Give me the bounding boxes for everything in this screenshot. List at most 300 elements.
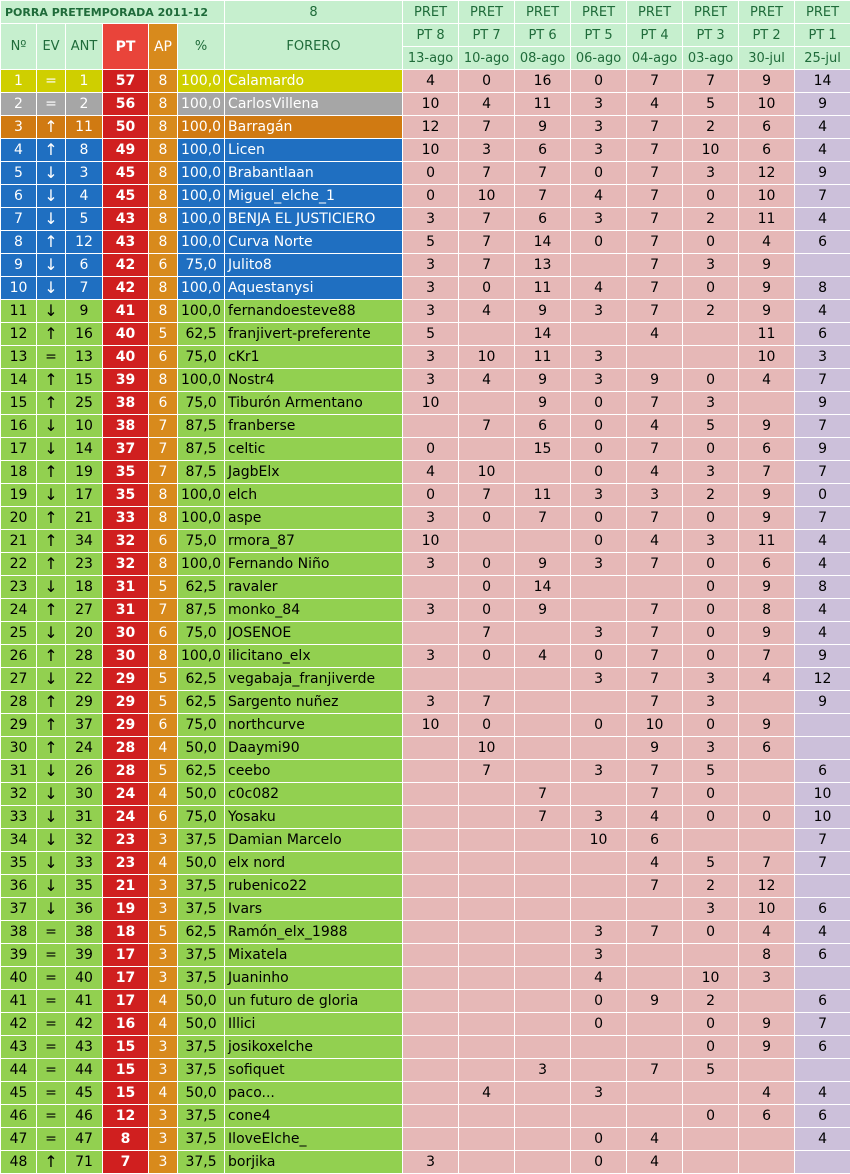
arrow-down-icon: ↓	[44, 807, 57, 826]
score-cell: 3	[403, 691, 459, 714]
score-cell: 0	[683, 576, 739, 599]
predictions-cell: 8	[149, 645, 178, 668]
score-cell: 7	[627, 277, 683, 300]
percent-cell: 100,0	[178, 185, 225, 208]
score-cell: 4	[571, 185, 627, 208]
score-cell: 9	[795, 645, 850, 668]
table-row	[1, 691, 850, 714]
score-cell: 9	[739, 1013, 795, 1036]
score-cell: 7	[459, 415, 515, 438]
forero-name: Yosaku	[225, 806, 403, 829]
score-cell: 0	[459, 553, 515, 576]
score-cell: 4	[627, 415, 683, 438]
arrow-up-icon: ↑	[44, 370, 57, 389]
previous-rank-cell: 41	[66, 990, 103, 1013]
rank-cell: 13	[1, 346, 37, 369]
predictions-cell: 3	[149, 1151, 178, 1174]
score-cell: 3	[403, 645, 459, 668]
score-cell: 4	[795, 530, 850, 553]
score-cell	[515, 668, 571, 691]
ev-cell	[37, 300, 66, 323]
table-row	[1, 1128, 850, 1151]
score-cell: 7	[459, 116, 515, 139]
forero-name: cKr1	[225, 346, 403, 369]
percent-cell: 100,0	[178, 208, 225, 231]
rank-cell: 9	[1, 254, 37, 277]
game-header: PT 6	[515, 24, 571, 47]
forero-name: CarlosVillena	[225, 93, 403, 116]
score-cell	[403, 921, 459, 944]
score-cell	[459, 967, 515, 990]
predictions-cell: 8	[149, 553, 178, 576]
previous-rank-cell: 11	[66, 116, 103, 139]
table-row	[1, 990, 850, 1013]
score-cell: 4	[795, 921, 850, 944]
score-cell: 6	[795, 898, 850, 921]
arrow-down-icon: ↓	[44, 186, 57, 205]
score-cell	[739, 1128, 795, 1151]
score-cell	[627, 1036, 683, 1059]
points-cell: 18	[103, 921, 149, 944]
score-cell: 9	[515, 116, 571, 139]
previous-rank-cell: 10	[66, 415, 103, 438]
percent-cell: 87,5	[178, 599, 225, 622]
score-cell	[459, 1059, 515, 1082]
arrow-down-icon: ↓	[44, 439, 57, 458]
score-cell	[571, 1036, 627, 1059]
predictions-cell: 8	[149, 70, 178, 93]
score-cell: 4	[627, 1128, 683, 1151]
score-cell	[515, 921, 571, 944]
score-cell: 9	[739, 300, 795, 323]
score-cell: 4	[459, 93, 515, 116]
ev-cell	[37, 737, 66, 760]
score-cell: 7	[795, 369, 850, 392]
score-cell: 0	[571, 714, 627, 737]
arrow-up-icon: ↑	[44, 462, 57, 481]
score-cell: 4	[459, 1082, 515, 1105]
rank-cell: 17	[1, 438, 37, 461]
score-cell: 7	[459, 162, 515, 185]
percent-cell: 37,5	[178, 898, 225, 921]
score-cell: 7	[627, 553, 683, 576]
ev-cell: =	[37, 1059, 66, 1082]
score-cell: 7	[627, 139, 683, 162]
rank-cell: 11	[1, 300, 37, 323]
game-date: 06-ago	[571, 47, 627, 70]
percent-cell: 100,0	[178, 484, 225, 507]
score-cell: 0	[459, 507, 515, 530]
points-cell: 21	[103, 875, 149, 898]
score-cell: 6	[795, 990, 850, 1013]
score-cell	[459, 990, 515, 1013]
score-cell: 5	[683, 760, 739, 783]
score-cell: 7	[459, 484, 515, 507]
rank-cell: 8	[1, 231, 37, 254]
table-row	[1, 254, 850, 277]
score-cell	[627, 346, 683, 369]
score-cell	[403, 1082, 459, 1105]
table-row	[1, 530, 850, 553]
score-cell: 0	[683, 783, 739, 806]
header-row-pt	[1, 24, 850, 47]
forero-name: Mixatela	[225, 944, 403, 967]
predictions-cell: 3	[149, 1128, 178, 1151]
pret-label: PRET	[739, 1, 795, 24]
arrow-up-icon: ↑	[44, 531, 57, 550]
score-cell	[571, 1059, 627, 1082]
rank-cell: 6	[1, 185, 37, 208]
score-cell: 5	[403, 231, 459, 254]
table-row	[1, 1013, 850, 1036]
score-cell: 9	[515, 300, 571, 323]
percent-cell: 100,0	[178, 162, 225, 185]
score-cell	[459, 829, 515, 852]
score-cell: 4	[627, 461, 683, 484]
table-row	[1, 369, 850, 392]
points-cell: 38	[103, 415, 149, 438]
score-cell: 7	[739, 852, 795, 875]
game-header: PT 7	[459, 24, 515, 47]
arrow-down-icon: ↓	[44, 278, 57, 297]
score-cell: 7	[627, 438, 683, 461]
rank-cell: 28	[1, 691, 37, 714]
score-cell	[459, 806, 515, 829]
header-row-top	[1, 1, 850, 24]
score-cell: 7	[795, 1013, 850, 1036]
score-cell: 4	[403, 70, 459, 93]
score-cell	[403, 990, 459, 1013]
percent-cell: 75,0	[178, 530, 225, 553]
score-cell: 7	[627, 599, 683, 622]
score-cell: 0	[683, 507, 739, 530]
score-cell: 10	[403, 139, 459, 162]
score-cell: 4	[795, 139, 850, 162]
ev-cell	[37, 622, 66, 645]
points-cell: 40	[103, 346, 149, 369]
ev-cell	[37, 116, 66, 139]
ev-cell	[37, 484, 66, 507]
points-cell: 31	[103, 576, 149, 599]
predictions-cell: 8	[149, 231, 178, 254]
rank-cell: 26	[1, 645, 37, 668]
table-row	[1, 93, 850, 116]
score-cell: 7	[627, 208, 683, 231]
score-cell	[627, 898, 683, 921]
predictions-cell: 8	[149, 185, 178, 208]
score-cell	[403, 898, 459, 921]
arrow-down-icon: ↓	[44, 577, 57, 596]
points-cell: 23	[103, 829, 149, 852]
table-row	[1, 323, 850, 346]
percent-cell: 37,5	[178, 967, 225, 990]
rank-cell: 27	[1, 668, 37, 691]
forero-name: IloveElche_	[225, 1128, 403, 1151]
score-cell: 3	[403, 507, 459, 530]
percent-cell: 62,5	[178, 668, 225, 691]
arrow-up-icon: ↑	[44, 715, 57, 734]
game-header: PT 4	[627, 24, 683, 47]
score-cell	[403, 783, 459, 806]
rank-cell: 4	[1, 139, 37, 162]
ev-cell	[37, 162, 66, 185]
score-cell: 9	[795, 691, 850, 714]
table-row	[1, 277, 850, 300]
score-cell: 8	[795, 576, 850, 599]
score-cell	[571, 783, 627, 806]
score-cell: 3	[571, 921, 627, 944]
points-cell: 8	[103, 1128, 149, 1151]
score-cell: 7	[795, 415, 850, 438]
score-cell	[459, 944, 515, 967]
forero-name: Ivars	[225, 898, 403, 921]
score-cell: 16	[515, 70, 571, 93]
score-cell: 8	[795, 277, 850, 300]
table-row	[1, 1059, 850, 1082]
points-cell: 29	[103, 691, 149, 714]
score-cell	[515, 691, 571, 714]
score-cell	[795, 737, 850, 760]
table-row	[1, 185, 850, 208]
score-cell: 3	[571, 139, 627, 162]
score-cell: 9	[795, 162, 850, 185]
arrow-down-icon: ↓	[44, 876, 57, 895]
score-cell: 9	[515, 392, 571, 415]
score-cell: 3	[571, 806, 627, 829]
score-cell	[515, 737, 571, 760]
percent-cell: 75,0	[178, 346, 225, 369]
predictions-cell: 3	[149, 1059, 178, 1082]
score-cell: 9	[739, 576, 795, 599]
score-cell: 11	[739, 530, 795, 553]
percent-cell: 100,0	[178, 70, 225, 93]
score-cell: 0	[683, 369, 739, 392]
ev-cell	[37, 277, 66, 300]
col-header-pt: PT	[103, 24, 149, 70]
points-cell: 17	[103, 967, 149, 990]
score-cell	[515, 461, 571, 484]
points-cell: 15	[103, 1036, 149, 1059]
score-cell: 3	[403, 346, 459, 369]
rank-cell: 22	[1, 553, 37, 576]
ev-cell	[37, 369, 66, 392]
points-cell: 42	[103, 254, 149, 277]
previous-rank-cell: 8	[66, 139, 103, 162]
score-cell: 5	[403, 323, 459, 346]
score-cell: 0	[571, 645, 627, 668]
score-cell: 7	[795, 852, 850, 875]
score-cell: 3	[571, 622, 627, 645]
game-header: PT 5	[571, 24, 627, 47]
points-cell: 43	[103, 208, 149, 231]
score-cell: 7	[795, 829, 850, 852]
percent-cell: 62,5	[178, 323, 225, 346]
score-cell: 10	[459, 737, 515, 760]
previous-rank-cell: 15	[66, 369, 103, 392]
score-cell: 9	[795, 93, 850, 116]
percent-cell: 37,5	[178, 1036, 225, 1059]
rank-cell: 48	[1, 1151, 37, 1174]
forero-name: ceebo	[225, 760, 403, 783]
score-cell: 0	[571, 231, 627, 254]
score-cell	[403, 967, 459, 990]
score-cell: 6	[795, 760, 850, 783]
score-cell: 7	[795, 461, 850, 484]
rank-cell: 32	[1, 783, 37, 806]
previous-rank-cell: 16	[66, 323, 103, 346]
table-row	[1, 70, 850, 93]
previous-rank-cell: 9	[66, 300, 103, 323]
score-cell: 10	[683, 139, 739, 162]
score-cell: 3	[403, 1151, 459, 1174]
score-cell: 0	[683, 921, 739, 944]
score-cell: 0	[571, 990, 627, 1013]
percent-cell: 100,0	[178, 93, 225, 116]
forero-name: vegabaja_franjiverde	[225, 668, 403, 691]
table-row	[1, 760, 850, 783]
forero-name: northcurve	[225, 714, 403, 737]
forero-name: borjika	[225, 1151, 403, 1174]
table-row	[1, 622, 850, 645]
ev-cell: =	[37, 1013, 66, 1036]
predictions-cell: 7	[149, 438, 178, 461]
score-cell: 3	[403, 254, 459, 277]
score-cell	[515, 714, 571, 737]
points-cell: 16	[103, 1013, 149, 1036]
score-cell: 9	[739, 484, 795, 507]
previous-rank-cell: 28	[66, 645, 103, 668]
predictions-cell: 6	[149, 714, 178, 737]
score-cell: 0	[571, 162, 627, 185]
score-cell	[459, 323, 515, 346]
points-cell: 50	[103, 116, 149, 139]
points-cell: 56	[103, 93, 149, 116]
ev-cell	[37, 530, 66, 553]
score-cell: 3	[627, 484, 683, 507]
rank-cell: 25	[1, 622, 37, 645]
percent-cell: 37,5	[178, 944, 225, 967]
score-cell: 7	[627, 162, 683, 185]
ev-cell	[37, 507, 66, 530]
score-cell	[403, 1036, 459, 1059]
table-row	[1, 645, 850, 668]
percent-cell: 50,0	[178, 737, 225, 760]
score-cell: 6	[515, 208, 571, 231]
predictions-cell: 5	[149, 760, 178, 783]
arrow-down-icon: ↓	[44, 830, 57, 849]
table-row	[1, 162, 850, 185]
percent-cell: 75,0	[178, 392, 225, 415]
predictions-cell: 3	[149, 1105, 178, 1128]
points-cell: 42	[103, 277, 149, 300]
table-row	[1, 392, 850, 415]
predictions-cell: 5	[149, 323, 178, 346]
arrow-down-icon: ↓	[44, 784, 57, 803]
score-cell: 4	[459, 369, 515, 392]
score-cell: 6	[795, 1105, 850, 1128]
points-cell: 15	[103, 1082, 149, 1105]
predictions-cell: 7	[149, 461, 178, 484]
score-cell: 7	[627, 231, 683, 254]
points-cell: 32	[103, 553, 149, 576]
col-header-ev: EV	[37, 24, 66, 70]
table-row	[1, 668, 850, 691]
points-cell: 37	[103, 438, 149, 461]
score-cell: 11	[515, 93, 571, 116]
score-cell	[683, 944, 739, 967]
score-cell: 4	[403, 461, 459, 484]
score-cell: 3	[515, 1059, 571, 1082]
score-cell: 4	[739, 369, 795, 392]
score-cell: 2	[683, 990, 739, 1013]
score-cell: 2	[683, 116, 739, 139]
predictions-cell: 8	[149, 208, 178, 231]
predictions-cell: 8	[149, 139, 178, 162]
score-cell	[627, 944, 683, 967]
forero-name: Miguel_elche_1	[225, 185, 403, 208]
arrow-down-icon: ↓	[44, 623, 57, 642]
previous-rank-cell: 35	[66, 875, 103, 898]
ev-cell	[37, 783, 66, 806]
table-row	[1, 116, 850, 139]
rank-cell: 23	[1, 576, 37, 599]
score-cell: 4	[795, 1128, 850, 1151]
table-row	[1, 576, 850, 599]
score-cell: 3	[571, 369, 627, 392]
predictions-cell: 8	[149, 277, 178, 300]
score-cell	[515, 990, 571, 1013]
score-cell: 9	[627, 990, 683, 1013]
percent-cell: 50,0	[178, 990, 225, 1013]
score-cell: 4	[627, 852, 683, 875]
previous-rank-cell: 45	[66, 1082, 103, 1105]
score-cell	[515, 1151, 571, 1174]
arrow-up-icon: ↑	[44, 508, 57, 527]
forero-name: Aquestanysi	[225, 277, 403, 300]
score-cell: 7	[627, 185, 683, 208]
previous-rank-cell: 71	[66, 1151, 103, 1174]
ev-cell	[37, 714, 66, 737]
score-cell	[683, 1151, 739, 1174]
rank-cell: 35	[1, 852, 37, 875]
percent-cell: 75,0	[178, 622, 225, 645]
percent-cell: 50,0	[178, 1013, 225, 1036]
score-cell: 3	[571, 668, 627, 691]
points-cell: 23	[103, 852, 149, 875]
score-cell: 0	[795, 484, 850, 507]
score-cell: 4	[795, 1082, 850, 1105]
rank-cell: 43	[1, 1036, 37, 1059]
points-cell: 35	[103, 484, 149, 507]
ev-cell	[37, 760, 66, 783]
score-cell: 3	[571, 944, 627, 967]
percent-cell: 75,0	[178, 714, 225, 737]
score-cell: 10	[403, 93, 459, 116]
score-cell	[739, 829, 795, 852]
score-cell	[515, 898, 571, 921]
score-cell	[515, 829, 571, 852]
arrow-up-icon: ↑	[44, 554, 57, 573]
percent-cell: 75,0	[178, 254, 225, 277]
points-cell: 43	[103, 231, 149, 254]
score-cell: 9	[739, 1036, 795, 1059]
score-cell: 0	[571, 1013, 627, 1036]
rank-cell: 47	[1, 1128, 37, 1151]
score-cell: 14	[515, 231, 571, 254]
score-cell	[515, 967, 571, 990]
table-row	[1, 415, 850, 438]
rank-cell: 46	[1, 1105, 37, 1128]
